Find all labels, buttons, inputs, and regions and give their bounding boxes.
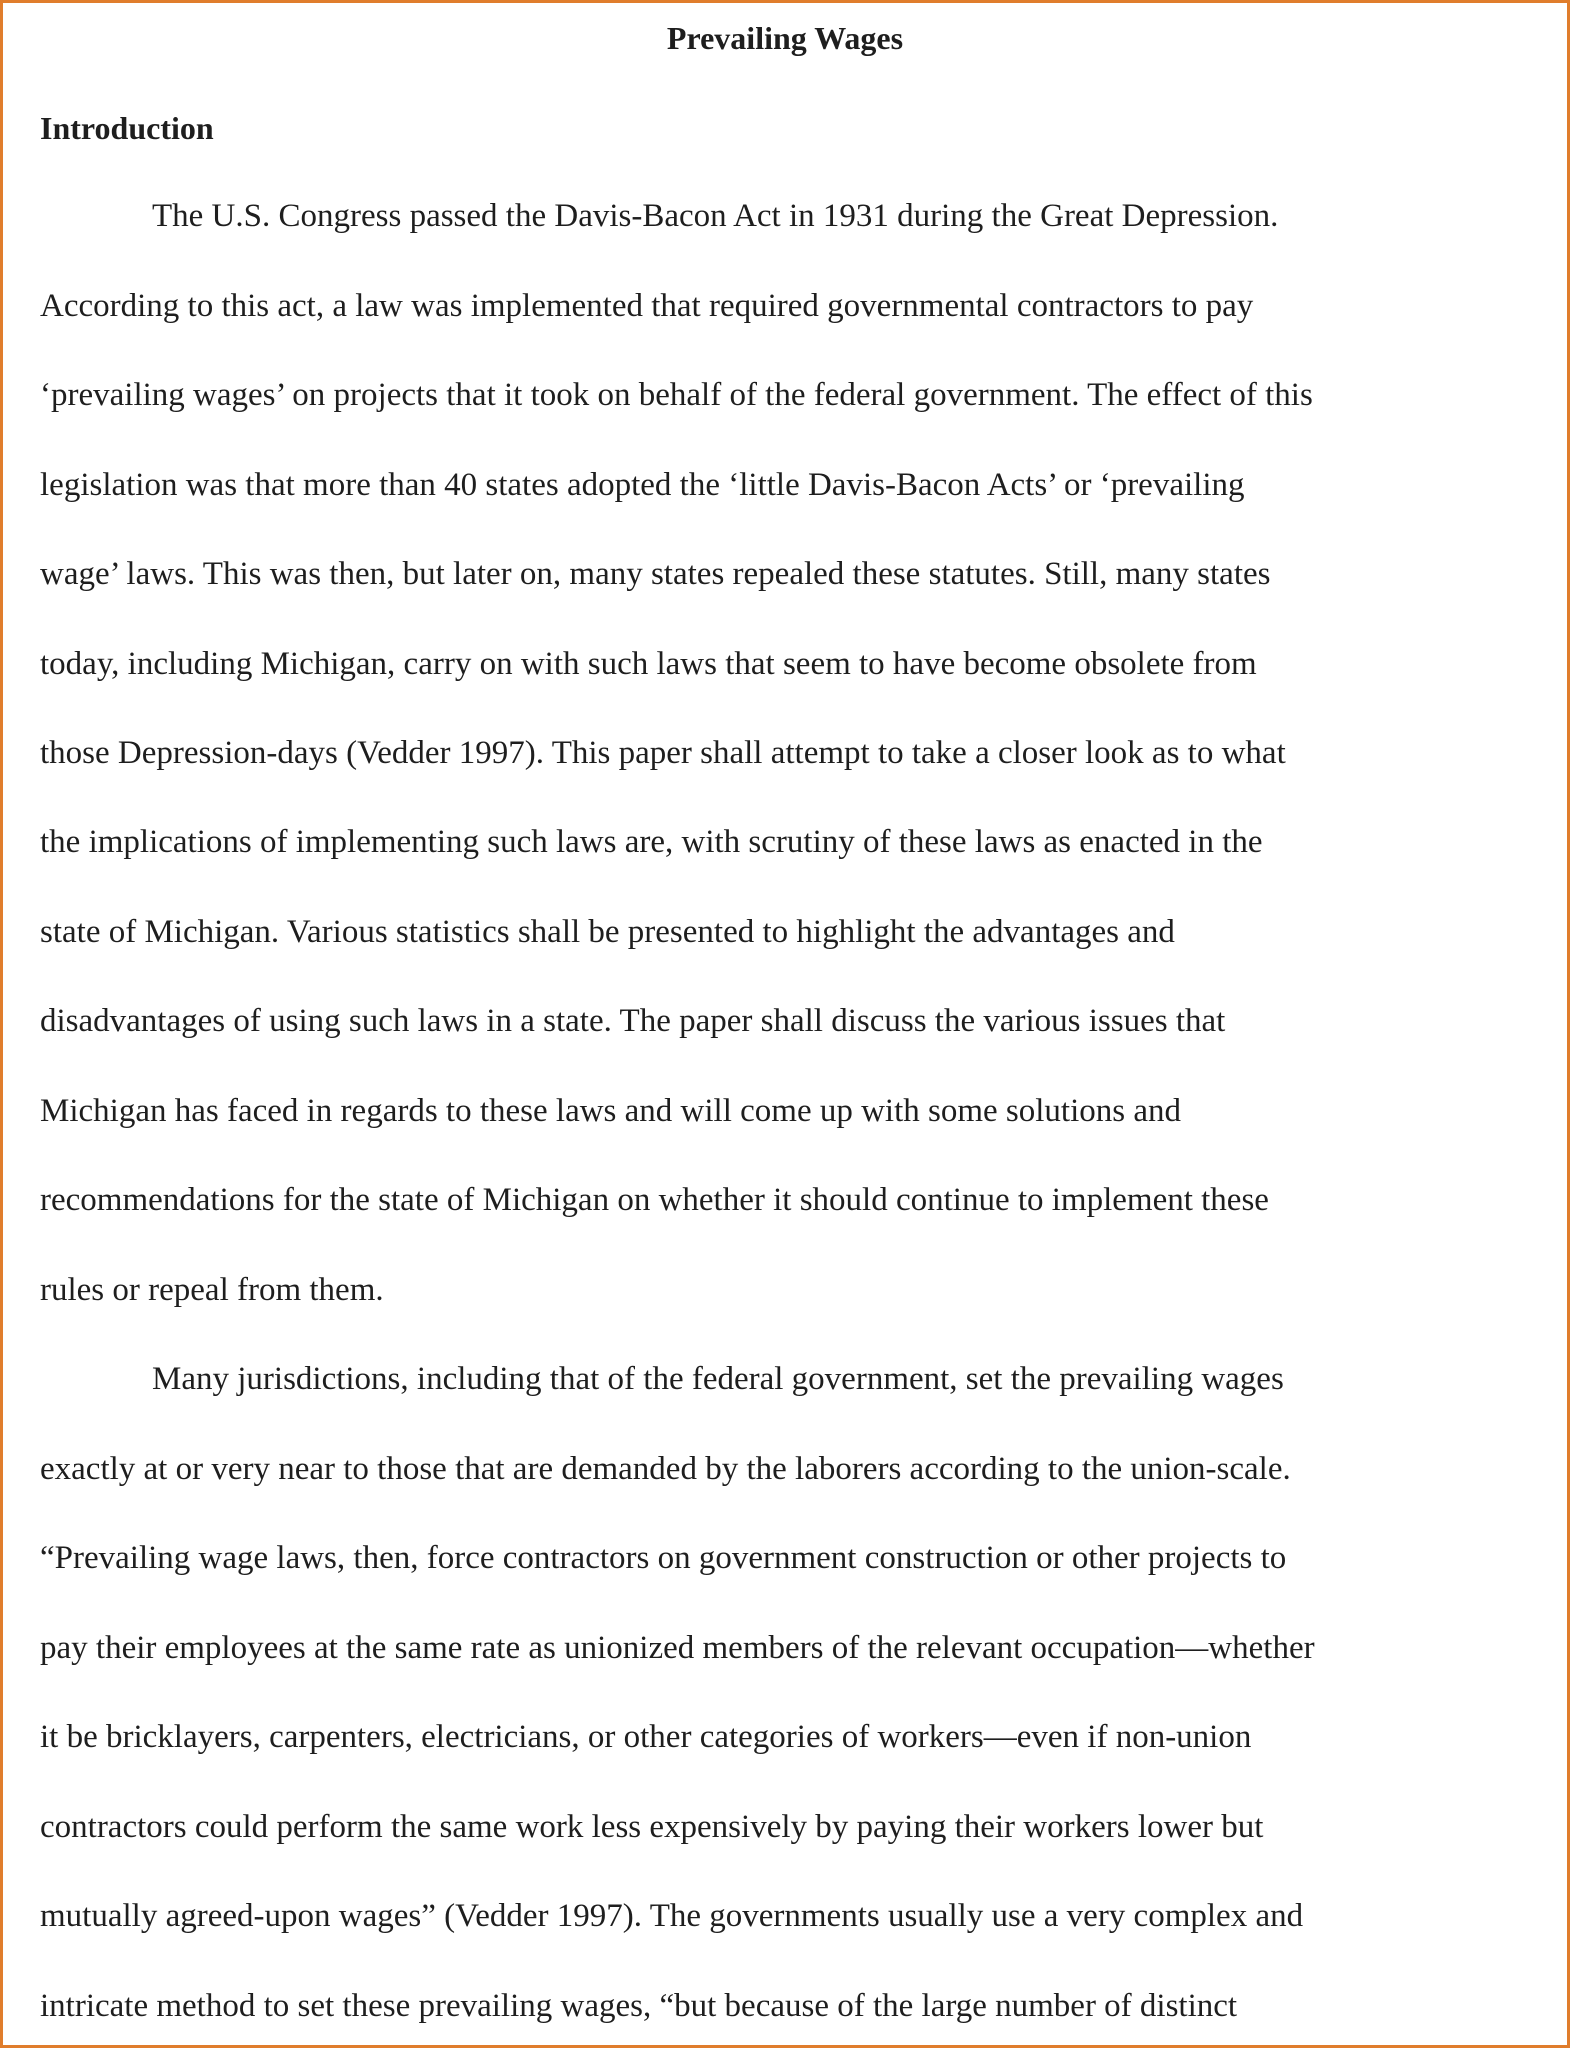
paragraph-line: Many jurisdictions, including that of the federal government, set the prevailing wages [152,1361,1284,1397]
paragraph-line: state of Michigan. Various statistics shall be presented to highlight the advantages and [40,914,1175,950]
paragraph-line: disadvantages of using such laws in a state. The paper shall discuss the various issues that [40,1003,1226,1039]
paragraph-line: it be bricklayers, carpenters, electricians, or other categories of workers—even if non-union [40,1719,1252,1755]
paragraph-line: mutually agreed-upon wages” (Vedder 1997). The governments usually use a very complex and [40,1898,1304,1934]
document-title: Prevailing Wages [666,20,904,56]
paragraph-line: recommendations for the state of Michigan on whether it should continue to implement these [40,1182,1269,1218]
section-heading-introduction: Introduction [40,110,214,146]
paragraph-line: rules or repeal from them. [40,1272,384,1308]
paragraph-line: According to this act, a law was implemented that required governmental contractors to pay [40,288,1254,324]
paragraph-line: pay their employees at the same rate as unionized members of the relevant occupation—whether [40,1630,1315,1666]
paragraph-line: today, including Michigan, carry on with such laws that seem to have become obsolete from [40,646,1257,682]
paragraph-line: The U.S. Congress passed the Davis-Bacon Act in 1931 during the Great Depression. [152,198,1279,234]
paragraph-line: ‘prevailing wages’ on projects that it took on behalf of the federal government. The effect of this [40,377,1313,413]
paragraph-line: those Depression-days (Vedder 1997). This paper shall attempt to take a closer look as to what [40,735,1286,771]
paragraph-line: Michigan has faced in regards to these laws and will come up with some solutions and [40,1093,1181,1129]
paragraph-line: intricate method to set these prevailing wages, “but because of the large number of distinct [40,1988,1238,2024]
paragraph-line: “Prevailing wage laws, then, force contractors on government construction or other projects to [40,1540,1287,1576]
paragraph-line: the implications of implementing such laws are, with scrutiny of these laws as enacted in the [40,824,1263,860]
paragraph-line: legislation was that more than 40 states adopted the ‘little Davis-Bacon Acts’ or ‘prevailing [40,467,1245,503]
paragraph-line: wage’ laws. This was then, but later on, many states repealed these statutes. Still, many states [40,556,1271,592]
paragraph-line: exactly at or very near to those that are demanded by the laborers according to the union-scale. [40,1451,1291,1487]
paragraph-line: contractors could perform the same work less expensively by paying their workers lower but [40,1809,1264,1845]
